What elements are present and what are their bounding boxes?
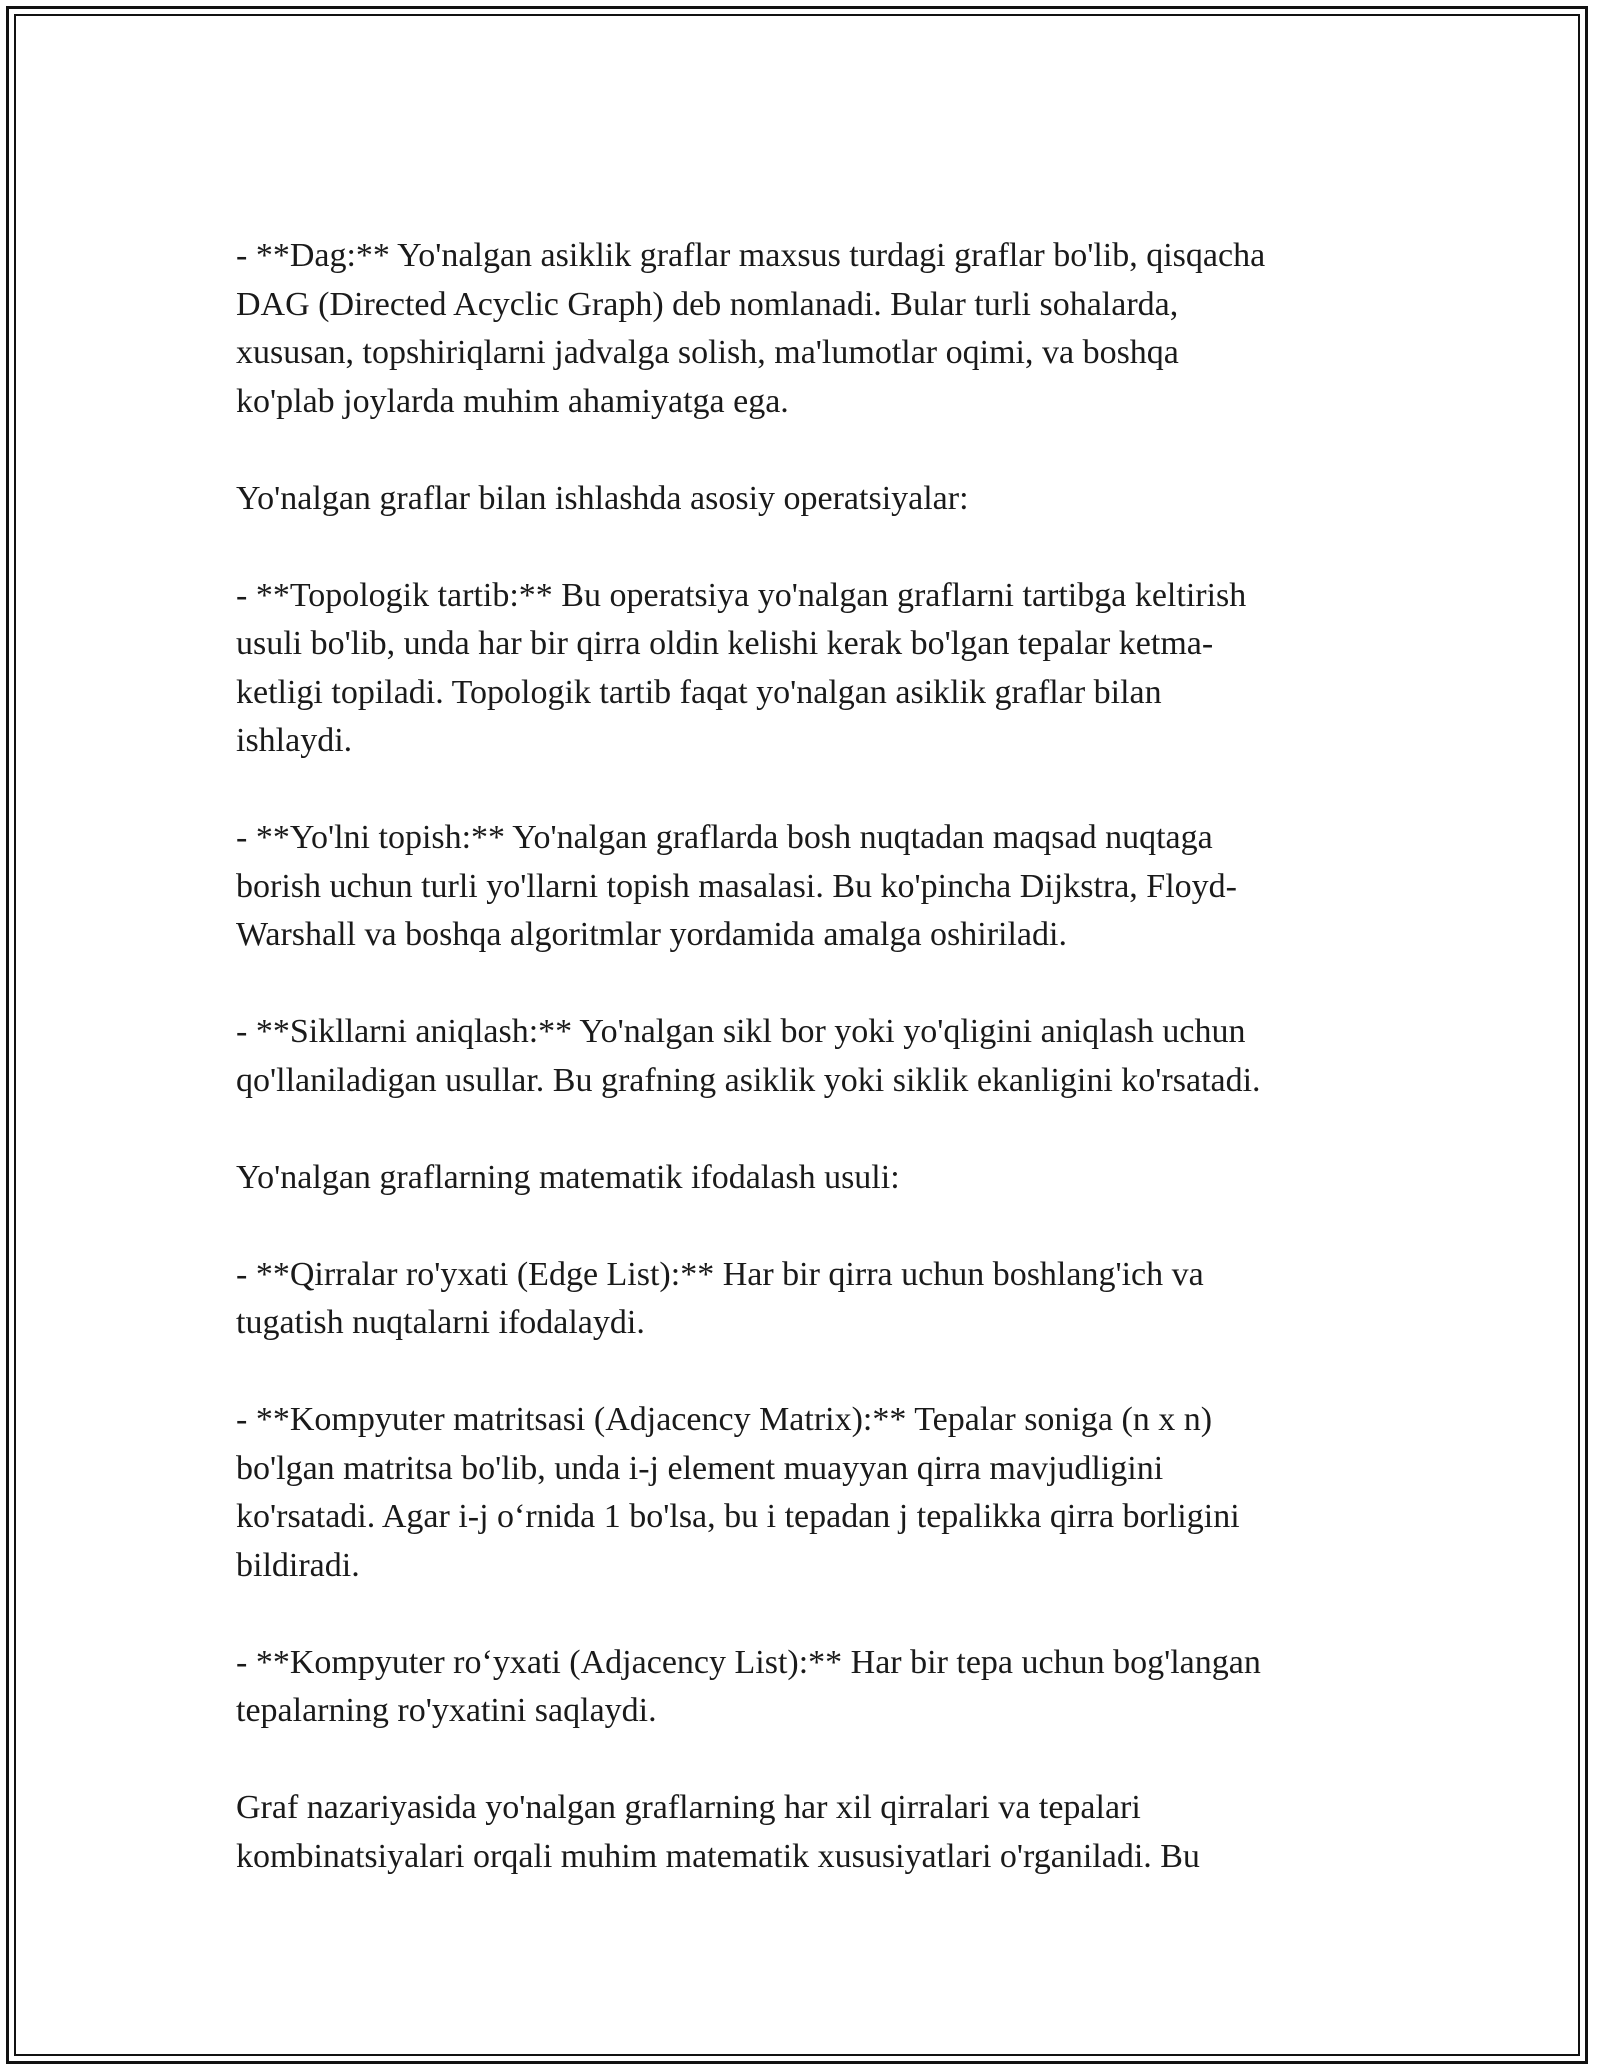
text-line: Yo'nalgan graflarning matematik ifodalash usuli: (236, 1158, 900, 1196)
text-line: ko'rsatadi. Agar i-j o‘rnida 1 bo'lsa, bu i tepadan j tepalikka qirra borligini (236, 1498, 1240, 1535)
text-line: Yo'nalgan graflar bilan ishlashda asosiy operatsiyalar: (236, 479, 969, 517)
text-line: ishlaydi. (236, 722, 353, 759)
text-line: Warshall va boshqa algoritmlar yordamida amalga oshiriladi. (236, 916, 1067, 953)
text-line: usuli bo'lib, unda har bir qirra oldin kelishi kerak bo'lgan tepalar ketma- (236, 625, 1214, 662)
text-line: bo'lgan matritsa bo'lib, unda i-j element muayyan qirra mavjudligini (236, 1449, 1164, 1487)
text-line: qo'llaniladigan usullar. Bu grafning asiklik yoki siklik ekanligini ko'rsatadi. (236, 1061, 1261, 1099)
text-line: - **Qirralar ro'yxati (Edge List):** Har bir qirra uchun boshlang'ich va (236, 1255, 1204, 1293)
paragraph-operations-heading (236, 475, 1366, 524)
paragraph-topological-order (236, 572, 1366, 766)
text-line: tepalarning ro'yxatini saqlaydi. (236, 1692, 657, 1729)
paragraph-edge-list (236, 1251, 1366, 1348)
text-line: kombinatsiyalari orqali muhim matematik xususiyatlari o'rganiladi. Bu (236, 1837, 1200, 1875)
text-line: ketligi topiladi. Topologik tartib faqat yo'nalgan asiklik graflar bilan (236, 673, 1162, 711)
paragraph-representation-heading (236, 1154, 1366, 1203)
text-line: - **Yo'lni topish:** Yo'nalgan graflarda bosh nuqtadan maqsad nuqtaga (236, 819, 1213, 856)
paragraph-cycle-detection (236, 1008, 1366, 1105)
text-line: DAG (Directed Acyclic Graph) deb nomlanadi. Bular turli sohalarda, (236, 285, 1179, 323)
text-line: borish uchun turli yo'llarni topish masalasi. Bu ko'pincha Dijkstra, Floyd- (236, 867, 1237, 905)
text-line: - **Kompyuter matritsasi (Adjacency Matrix):** Tepalar soniga (n x n) (236, 1401, 1213, 1438)
text-line: Graf nazariyasida yo'nalgan graflarning har xil qirralari va tepalari (236, 1789, 1141, 1826)
text-line: ko'plab joylarda muhim ahamiyatga ega. (236, 382, 789, 420)
text-line: - **Kompyuter ro‘yxati (Adjacency List):** Har bir tepa uchun bog'langan (236, 1643, 1261, 1681)
paragraph-graph-theory (236, 1784, 1366, 1881)
text-line: - **Dag:** Yo'nalgan asiklik graflar maxsus turdagi graflar bo'lib, qisqacha (236, 237, 1266, 274)
paragraph-adjacency-matrix (236, 1396, 1366, 1590)
text-line: - **Topologik tartib:** Bu operatsiya yo'nalgan graflarni tartibga keltirish (236, 576, 1247, 614)
paragraph-path-finding (236, 814, 1366, 960)
paragraph-adjacency-list (236, 1639, 1366, 1736)
text-line: - **Sikllarni aniqlash:** Yo'nalgan sikl bor yoki yo'qligini aniqlash uchun (236, 1013, 1246, 1050)
paragraph-dag (236, 232, 1366, 426)
document-body (236, 232, 1366, 1930)
text-line: tugatish nuqtalarni ifodalaydi. (236, 1304, 645, 1341)
text-line: xususan, topshiriqlarni jadvalga solish, ma'lumotlar oqimi, va boshqa (236, 334, 1179, 371)
text-line: bildiradi. (236, 1546, 360, 1584)
